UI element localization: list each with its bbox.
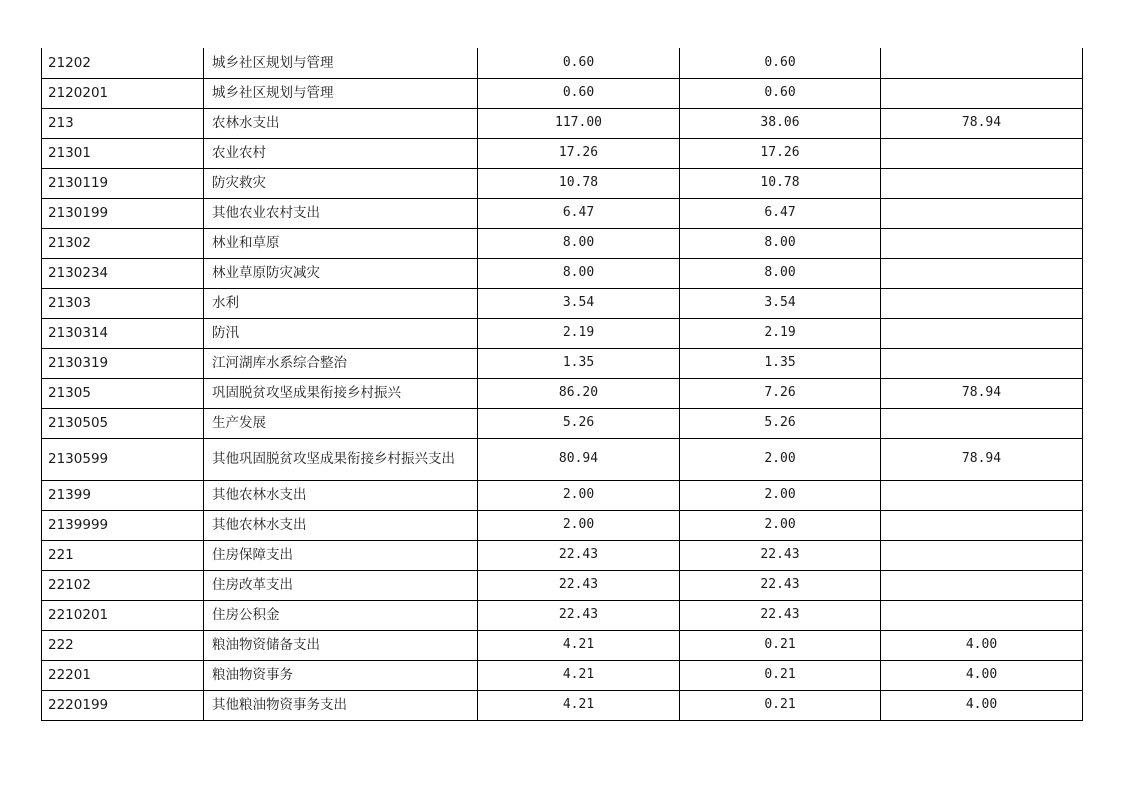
subject-code: 213 [42, 108, 204, 138]
subject-code: 21399 [42, 480, 204, 510]
basic-amount: 5.26 [680, 408, 881, 438]
project-amount [881, 48, 1083, 78]
total-amount: 2.00 [478, 480, 680, 510]
basic-amount: 2.00 [680, 438, 881, 480]
subject-code: 222 [42, 630, 204, 660]
total-amount: 6.47 [478, 198, 680, 228]
project-amount [881, 408, 1083, 438]
subject-name: 江河湖库水系综合整治 [204, 348, 478, 378]
basic-amount: 0.60 [680, 78, 881, 108]
total-amount: 22.43 [478, 540, 680, 570]
subject-code: 22102 [42, 570, 204, 600]
total-amount: 22.43 [478, 570, 680, 600]
subject-code: 2210201 [42, 600, 204, 630]
basic-amount: 22.43 [680, 540, 881, 570]
project-amount: 4.00 [881, 630, 1083, 660]
subject-name: 住房改革支出 [204, 570, 478, 600]
table-row [42, 438, 1083, 480]
subject-name: 住房公积金 [204, 600, 478, 630]
total-amount: 2.19 [478, 318, 680, 348]
project-amount [881, 288, 1083, 318]
subject-code: 21202 [42, 48, 204, 78]
project-amount: 78.94 [881, 108, 1083, 138]
subject-name: 水利 [204, 288, 478, 318]
table-row [42, 138, 1083, 168]
basic-amount: 6.47 [680, 198, 881, 228]
subject-name: 粮油物资储备支出 [204, 630, 478, 660]
table-row [42, 408, 1083, 438]
project-amount [881, 228, 1083, 258]
project-amount: 78.94 [881, 438, 1083, 480]
project-amount [881, 318, 1083, 348]
total-amount: 0.60 [478, 48, 680, 78]
basic-amount: 1.35 [680, 348, 881, 378]
table-row [42, 660, 1083, 690]
subject-code: 21305 [42, 378, 204, 408]
subject-code: 21303 [42, 288, 204, 318]
project-amount [881, 168, 1083, 198]
project-amount [881, 78, 1083, 108]
subject-code: 2130599 [42, 438, 204, 480]
subject-name: 防汛 [204, 318, 478, 348]
total-amount: 8.00 [478, 258, 680, 288]
total-amount: 80.94 [478, 438, 680, 480]
subject-code: 2220199 [42, 690, 204, 720]
table-row [42, 378, 1083, 408]
total-amount: 22.43 [478, 600, 680, 630]
subject-code: 2130199 [42, 198, 204, 228]
basic-amount: 38.06 [680, 108, 881, 138]
total-amount: 4.21 [478, 660, 680, 690]
table-row [42, 288, 1083, 318]
table-row [42, 480, 1083, 510]
table-row [42, 228, 1083, 258]
subject-name: 其他农林水支出 [204, 510, 478, 540]
total-amount: 117.00 [478, 108, 680, 138]
basic-amount: 2.00 [680, 480, 881, 510]
basic-amount: 0.21 [680, 660, 881, 690]
subject-name: 生产发展 [204, 408, 478, 438]
basic-amount: 22.43 [680, 600, 881, 630]
table-row [42, 258, 1083, 288]
table-row [42, 348, 1083, 378]
total-amount: 3.54 [478, 288, 680, 318]
subject-code: 2130234 [42, 258, 204, 288]
subject-name: 农林水支出 [204, 108, 478, 138]
basic-amount: 7.26 [680, 378, 881, 408]
subject-name: 林业草原防灾减灾 [204, 258, 478, 288]
table-row [42, 570, 1083, 600]
subject-name: 其他巩固脱贫攻坚成果衔接乡村振兴支出 [204, 438, 478, 480]
total-amount: 1.35 [478, 348, 680, 378]
subject-code: 2130314 [42, 318, 204, 348]
project-amount [881, 540, 1083, 570]
total-amount: 17.26 [478, 138, 680, 168]
subject-code: 2130505 [42, 408, 204, 438]
subject-name: 林业和草原 [204, 228, 478, 258]
project-amount [881, 348, 1083, 378]
project-amount: 78.94 [881, 378, 1083, 408]
project-amount [881, 480, 1083, 510]
project-amount: 4.00 [881, 660, 1083, 690]
subject-name: 巩固脱贫攻坚成果衔接乡村振兴 [204, 378, 478, 408]
table-row [42, 48, 1083, 78]
project-amount [881, 570, 1083, 600]
project-amount: 4.00 [881, 690, 1083, 720]
table-row [42, 540, 1083, 570]
basic-amount: 22.43 [680, 570, 881, 600]
budget-table-body [42, 48, 1083, 720]
table-row [42, 690, 1083, 720]
table-row [42, 600, 1083, 630]
subject-code: 221 [42, 540, 204, 570]
subject-code: 21301 [42, 138, 204, 168]
table-row [42, 168, 1083, 198]
subject-name: 其他粮油物资事务支出 [204, 690, 478, 720]
table-row [42, 108, 1083, 138]
project-amount [881, 198, 1083, 228]
basic-amount: 8.00 [680, 258, 881, 288]
subject-name: 其他农林水支出 [204, 480, 478, 510]
basic-amount: 10.78 [680, 168, 881, 198]
subject-code: 2130319 [42, 348, 204, 378]
basic-amount: 17.26 [680, 138, 881, 168]
total-amount: 4.21 [478, 690, 680, 720]
table-row [42, 510, 1083, 540]
project-amount [881, 258, 1083, 288]
budget-table [41, 48, 1083, 721]
project-amount [881, 138, 1083, 168]
basic-amount: 3.54 [680, 288, 881, 318]
basic-amount: 0.21 [680, 690, 881, 720]
basic-amount: 2.19 [680, 318, 881, 348]
total-amount: 10.78 [478, 168, 680, 198]
basic-amount: 0.21 [680, 630, 881, 660]
basic-amount: 8.00 [680, 228, 881, 258]
subject-code: 2139999 [42, 510, 204, 540]
subject-code: 2130119 [42, 168, 204, 198]
total-amount: 8.00 [478, 228, 680, 258]
total-amount: 5.26 [478, 408, 680, 438]
subject-name: 农业农村 [204, 138, 478, 168]
subject-name: 城乡社区规划与管理 [204, 48, 478, 78]
subject-name: 防灾救灾 [204, 168, 478, 198]
subject-code: 2120201 [42, 78, 204, 108]
basic-amount: 0.60 [680, 48, 881, 78]
subject-name: 城乡社区规划与管理 [204, 78, 478, 108]
subject-name: 住房保障支出 [204, 540, 478, 570]
total-amount: 4.21 [478, 630, 680, 660]
subject-name: 粮油物资事务 [204, 660, 478, 690]
project-amount [881, 600, 1083, 630]
table-row [42, 630, 1083, 660]
subject-code: 22201 [42, 660, 204, 690]
total-amount: 2.00 [478, 510, 680, 540]
subject-code: 21302 [42, 228, 204, 258]
total-amount: 86.20 [478, 378, 680, 408]
table-row [42, 318, 1083, 348]
table-row [42, 78, 1083, 108]
project-amount [881, 510, 1083, 540]
subject-name: 其他农业农村支出 [204, 198, 478, 228]
table-row [42, 198, 1083, 228]
basic-amount: 2.00 [680, 510, 881, 540]
total-amount: 0.60 [478, 78, 680, 108]
